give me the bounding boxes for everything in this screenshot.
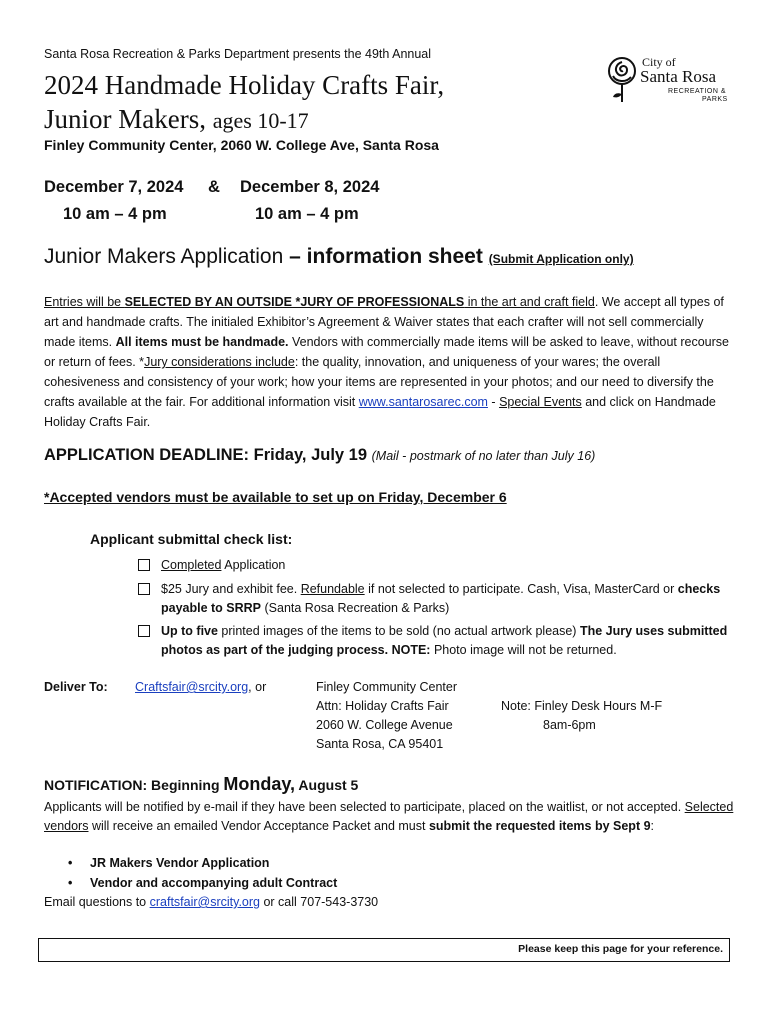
notification-text-3: will receive an emailed Vendor Acceptance Packet and must [88,819,429,833]
reference-note: Please keep this page for your reference. [518,943,723,955]
deadline-sub: (Mail - postmark of no later than July 16) [371,449,596,463]
address-line-4: Santa Rosa, CA 95401 [316,737,444,751]
presents-line: Santa Rosa Recreation & Parks Department presents the 49th Annual [44,47,432,61]
checklist-item-3-jury: The Jury uses submitted photos as part of the judging process. NOTE: [161,624,728,657]
bullet-dot-icon: • [68,856,73,870]
entries-paragraph [44,292,734,432]
entries-text-3: in the art and craft field [464,295,595,309]
accepted-vendors-note: *Accepted vendors must be available to set up on Friday, December 6 [44,489,507,505]
deliver-or: , or [248,680,267,694]
application-title [44,245,634,269]
checklist-item-1-underline: Completed [161,558,222,572]
questions-email-link[interactable]: craftsfair@srcity.org [149,895,260,909]
special-events-link[interactable]: Special Events [499,395,582,409]
checkbox-jury-fee[interactable] [138,583,150,595]
entries-text-4: . We accept all types of art and handmade crafts. The initialed Exhibitor’s Agreement & Waiver states that each crafter will not sell commercially made items. [44,295,724,349]
bullet-item-2 [68,876,337,890]
entries-text-6: Vendors with commercially made items will be asked to leave, without recourse or return of fees. * [44,335,729,369]
questions-phone: or call 707-543-3730 [260,895,379,909]
address-line-3: 2060 W. College Avenue [316,718,453,732]
questions-text: Email questions to [44,895,150,909]
checkbox-printed-images[interactable] [138,625,150,637]
bullet-item-1-text: JR Makers Vendor Application [90,856,270,870]
entries-jury-considerations: Jury considerations include [144,355,295,369]
checklist-item-2-c: (Santa Rosa Recreation & Parks) [261,601,450,615]
questions-line [44,895,378,909]
city-logo [606,54,736,110]
bullet-dot-icon: • [68,876,73,890]
page-title-line1: 2024 Handmade Holiday Crafts Fair, [44,70,445,100]
application-title-plain: Junior Makers Application [44,245,284,268]
notification-date: August 5 [295,777,359,793]
title-ages: ages 10-17 [212,108,309,133]
checklist-item-2-refundable: Refundable [300,582,365,596]
entries-text-8: : the quality, innovation, and uniqueness of your wares; the overall cohesiveness and consistency of your work; how your items are represented in your photos; and our need to diversify the crafts available at the fair. For additional information visit [44,355,714,409]
checklist-item-1-rest: Application [221,558,286,572]
logo-parks: PARKS [702,96,728,103]
notification-submit-bold: submit the requested items by Sept 9 [428,819,651,833]
checklist-item-1 [161,556,741,575]
notification-text-1: Applicants will be notified by e-mail if they have been selected to participate, placed on the waitlist, or not accepted. [44,800,685,814]
checklist-item-3-a: printed images of the items to be sold (no actual artwork please) [217,624,580,638]
entries-text-1: Entries will be [44,295,125,309]
title-junior-makers: Junior Makers, [44,104,206,134]
notification-heading [44,774,358,795]
entries-jury-bold: SELECTED BY AN OUTSIDE *JURY OF PROFESSIONALS [124,295,465,309]
checklist-item-3-b: Photo image will not be returned. [430,643,617,657]
deliver-email-link[interactable]: Craftsfair@srcity.org [135,680,249,694]
logo-recreation: RECREATION & [668,88,726,95]
deliver-to-label: Deliver To: [44,680,108,694]
notification-label: NOTIFICATION: Beginning [44,777,224,793]
time-day1: 10 am – 4 pm [63,205,167,223]
checklist-item-2-checks: checks payable to SRRP [161,582,721,615]
checklist-item-3-up-to-five: Up to five [161,624,218,638]
entries-handmade-bold: All items must be handmade. [115,335,289,349]
santarosarec-link[interactable]: www.santarosarec.com [358,395,488,409]
checklist-item-3 [161,622,741,660]
application-title-bold: – information sheet [289,245,483,268]
notification-paragraph [44,798,744,836]
deliver-email-line [135,680,266,694]
event-location: Finley Community Center, 2060 W. College Ave, Santa Rosa [44,137,439,153]
desk-hours-line-2: 8am-6pm [543,718,596,732]
logo-city-of: City of [642,55,676,69]
notification-selected-vendors: Selected vendors [44,800,734,833]
date-amp: & [208,178,220,196]
entries-text-9: - [487,395,500,409]
bullet-item-2-text: Vendor and accompanying adult Contract [90,876,338,890]
time-day2: 10 am – 4 pm [255,205,359,223]
desk-hours-line-1: Note: Finley Desk Hours M-F [501,699,663,713]
checklist-item-2-a: $25 Jury and exhibit fee. [161,582,301,596]
deadline-main: APPLICATION DEADLINE: Friday, July 19 [44,446,368,464]
checkbox-completed-application[interactable] [138,559,150,571]
application-deadline [44,446,595,465]
notification-day: Monday, [223,774,296,794]
entries-text-10: and click on Handmade Holiday Crafts Fair. [44,395,716,429]
address-line-2: Attn: Holiday Crafts Fair [316,699,449,713]
address-line-1: Finley Community Center [316,680,458,694]
checklist-heading: Applicant submittal check list: [90,531,293,547]
date-day2: December 8, 2024 [240,178,380,196]
reference-box [38,938,730,962]
date-day1: December 7, 2024 [44,178,184,196]
bullet-item-1 [68,856,269,870]
checklist-item-2 [161,580,741,618]
notification-colon: : [650,819,655,833]
logo-santa-rosa: Santa Rosa [640,67,717,86]
checklist-item-2-b: if not selected to participate. Cash, Visa, MasterCard or [364,582,678,596]
page-title-line2 [44,103,309,137]
application-title-note: (Submit Application only) [488,252,634,266]
rose-icon [606,56,638,106]
